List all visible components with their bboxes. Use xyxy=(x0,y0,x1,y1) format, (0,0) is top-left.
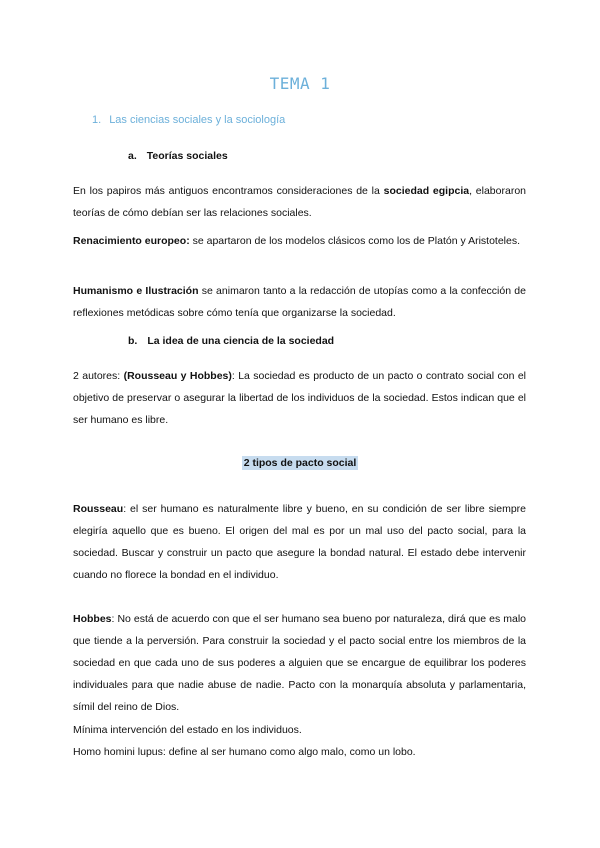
paragraph-egipcia xyxy=(73,180,526,224)
p2-bold: Renacimiento europeo: xyxy=(73,235,190,247)
subheading-b-letter: b. xyxy=(128,335,138,347)
p4-text: 2 autores: xyxy=(73,370,124,382)
p6-bold: Hobbes xyxy=(73,613,112,625)
document-title: TEMA 1 xyxy=(269,74,331,93)
subheading-b xyxy=(128,335,334,347)
section-number: 1. xyxy=(92,114,102,126)
subheading-b-text: La idea de una ciencia de la sociedad xyxy=(147,335,335,347)
p4-text-end: : La sociedad es producto de un pacto o contrato social con el objetivo de preservar o asegurar la libertad de los individuos de la sociedad. Estos indican que el ser humano es libre. xyxy=(73,370,526,426)
highlighted-heading xyxy=(0,457,600,469)
paragraph-autores xyxy=(73,365,526,431)
section-heading-text: Las ciencias sociales y la sociología xyxy=(109,114,286,126)
p1-text: En los papiros más antiguos encontramos consideraciones de la xyxy=(73,185,384,197)
p3-bold: Humanismo e Ilustración xyxy=(73,285,199,297)
p4-bold: (Rousseau y Hobbes) xyxy=(123,370,232,382)
p1-bold: sociedad egipcia xyxy=(383,185,470,197)
p3-text: se animaron tanto a la redacción de utopías como a la confección de reflexiones metódicas sobre cómo tenía que organizarse la sociedad. xyxy=(73,285,526,319)
p1-text-end: , elaboraron teorías de cómo debían ser las relaciones sociales. xyxy=(73,185,527,219)
p6-text: : No está de acuerdo con que el ser humano sea bueno por naturaleza, dirá que es malo que tiende a la perversión. Para construir la sociedad y el pacto social entre los miembros de la sociedad en que cada uno de sus poderes a alguien que se encargue de equilibrar los poderes individuales para que nadie abuse de nadie. Pacto con la monarquía absoluta y parlamentaria, símil del reino de Dios. xyxy=(73,613,526,713)
section-heading-1 xyxy=(92,114,285,126)
p5-bold: Rousseau xyxy=(73,503,124,515)
line-minima-intervencion: Mínima intervención del estado en los individuos. xyxy=(73,724,302,736)
p5-text: : el ser humano es naturalmente libre y bueno, en su condición de ser libre siempre elegiría aquello que es bueno. El origen del mal es por un mal uso del pacto social, para la sociedad. Buscar y construir un pacto que asegure la bondad natural. El estado debe intervenir cuando no florece la bondad en el individuo. xyxy=(73,503,526,581)
paragraph-rousseau xyxy=(73,498,526,586)
subheading-a-text: Teorías sociales xyxy=(146,150,228,162)
paragraph-hobbes xyxy=(73,608,526,718)
p2-text: se apartaron de los modelos clásicos como los de Platón y Aristoteles. xyxy=(189,235,521,247)
subheading-a-letter: a. xyxy=(128,150,137,162)
line-homo-homini-lupus: Homo homini lupus: define al ser humano como algo malo, como un lobo. xyxy=(73,746,416,758)
paragraph-renacimiento xyxy=(73,230,526,252)
subheading-a xyxy=(128,150,228,162)
paragraph-humanismo xyxy=(73,280,526,324)
highlighted-heading-text: 2 tipos de pacto social xyxy=(243,457,357,469)
